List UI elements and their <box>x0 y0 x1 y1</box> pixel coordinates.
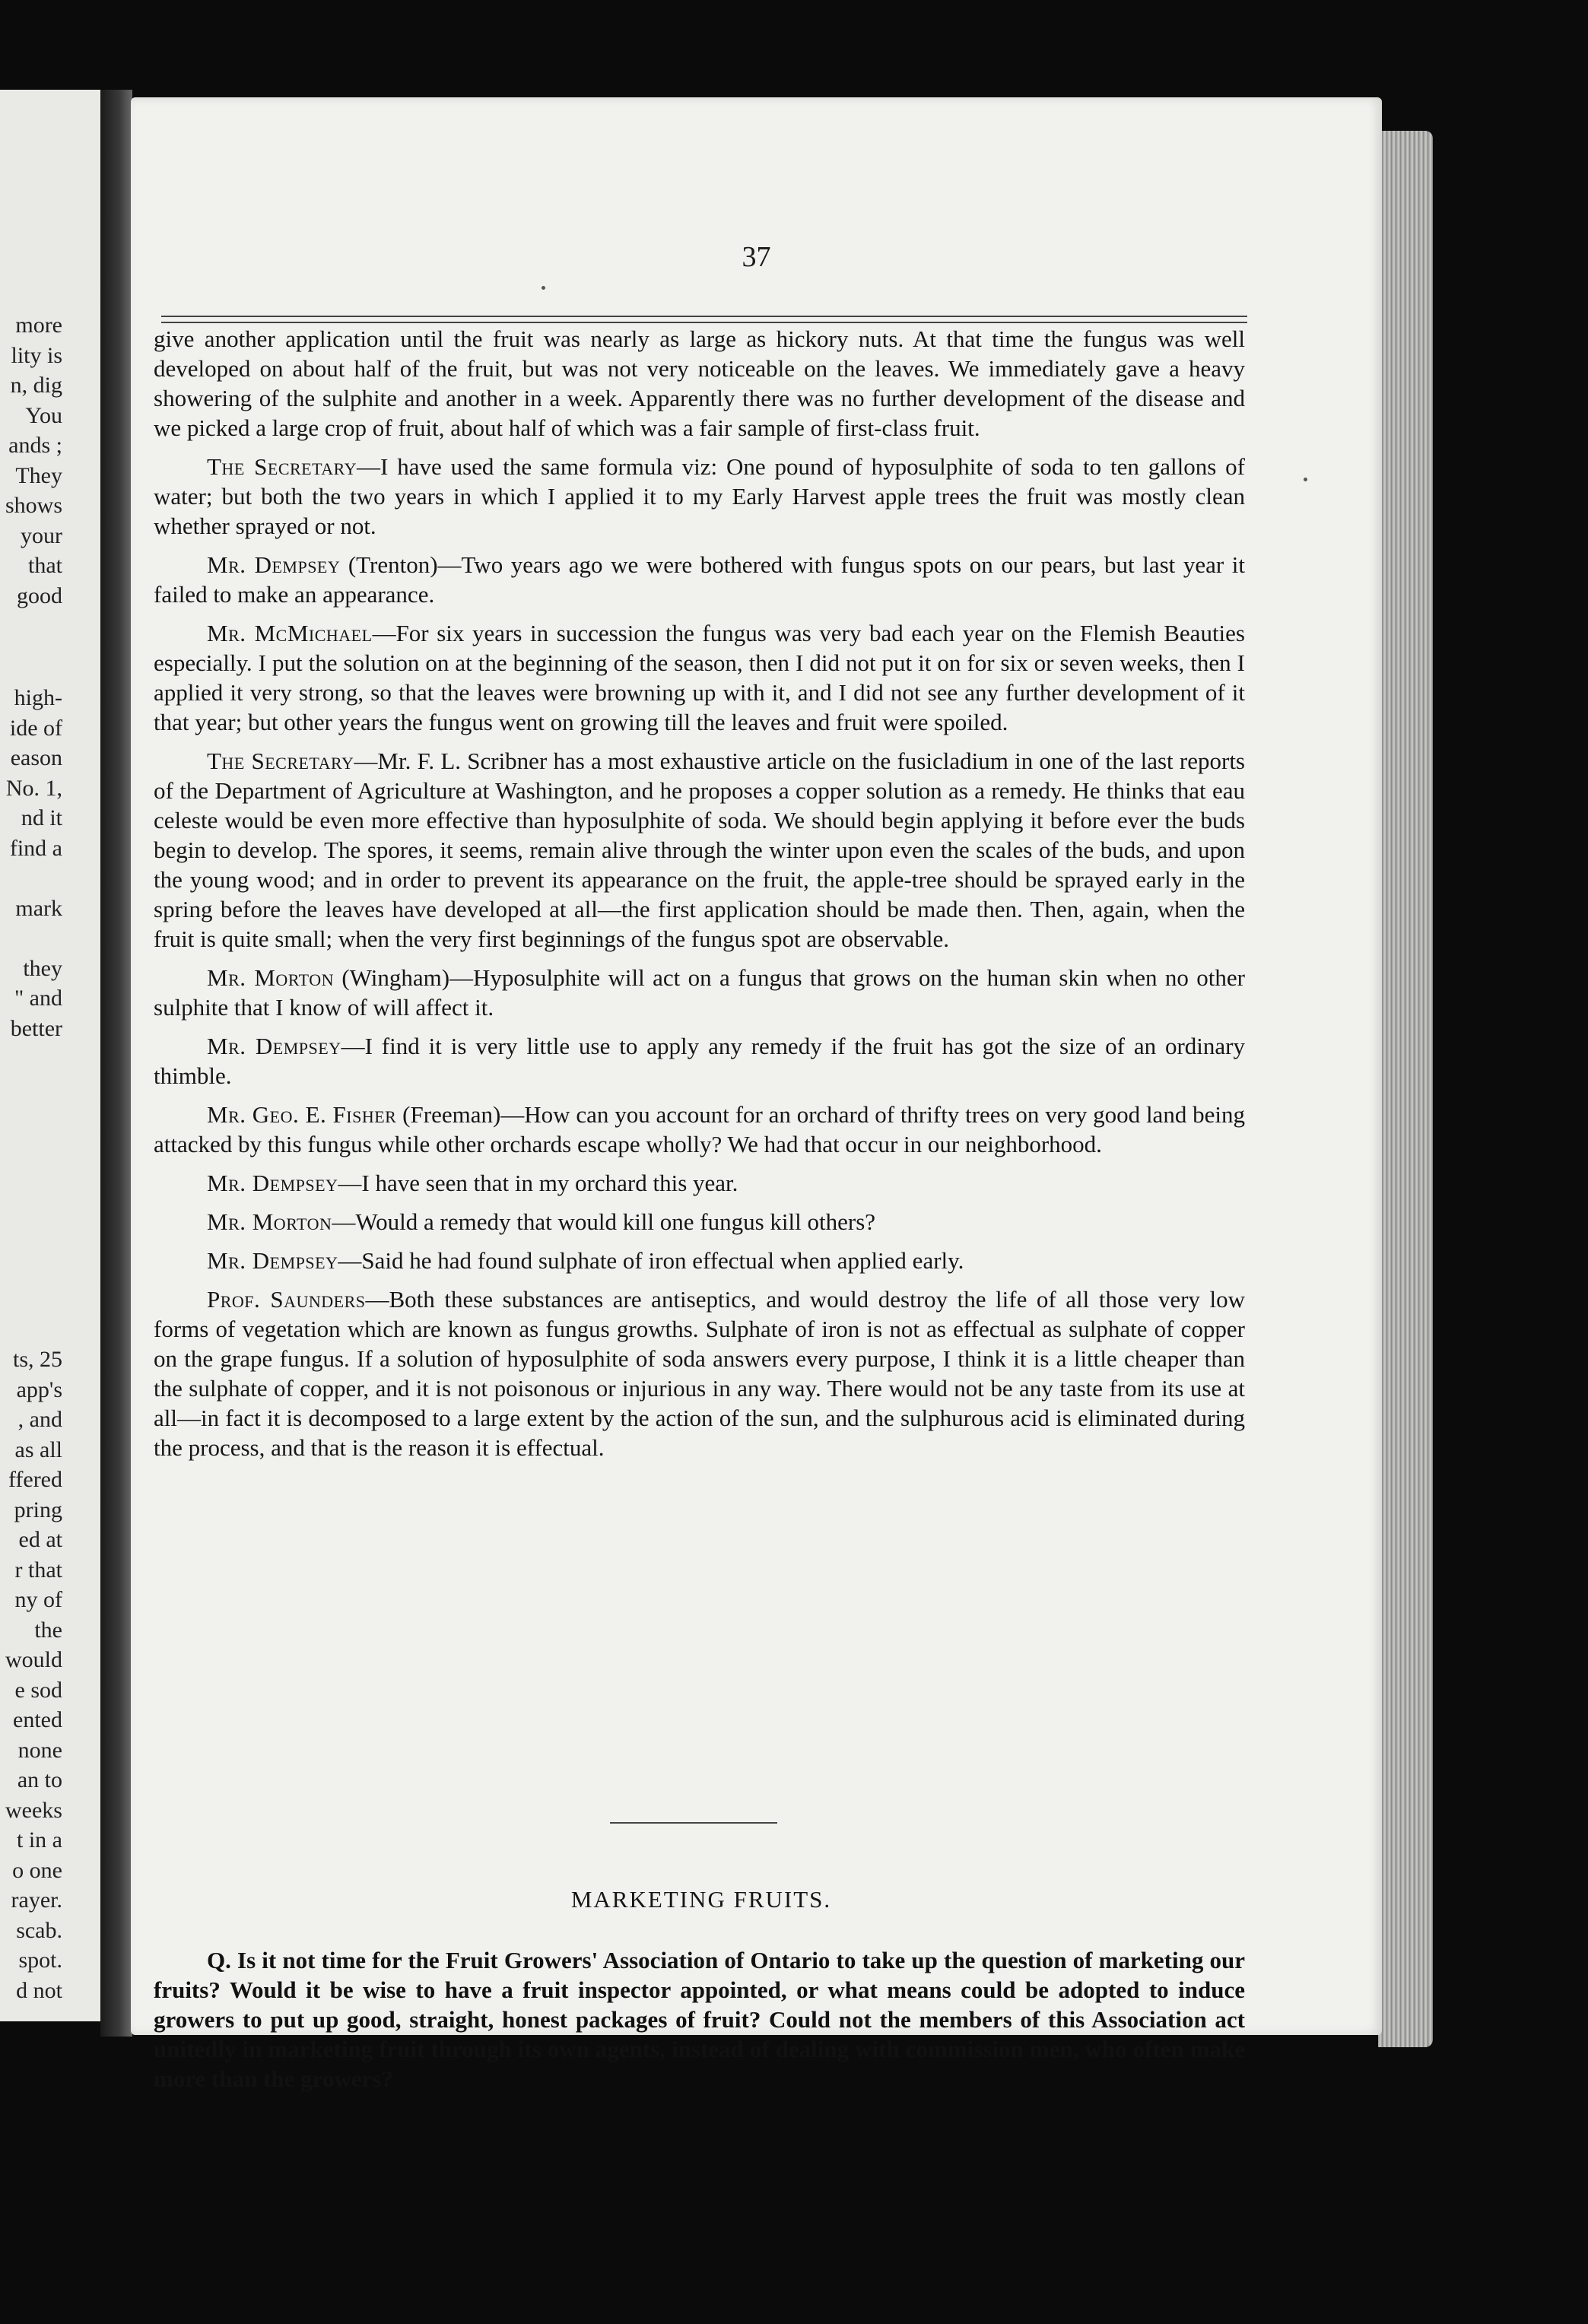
facing-page-line: good <box>17 583 62 608</box>
facing-page-line: " and <box>14 986 62 1011</box>
facing-page-line: e sod <box>14 1677 62 1703</box>
body-paragraph <box>154 1031 1245 1091</box>
facing-page-text-top <box>0 310 62 611</box>
facing-page-line: mark <box>15 895 62 921</box>
paragraph-text: —I have seen that in my orchard this year. <box>338 1170 738 1196</box>
facing-page-line: find a <box>9 835 62 861</box>
facing-page-line: ny of <box>14 1587 62 1612</box>
paragraph-text: —Said he had found sulphate of iron effectual when applied early. <box>338 1247 964 1274</box>
facing-page-line: ide of <box>9 715 62 741</box>
book-gutter <box>100 90 132 2037</box>
facing-page-line: pring <box>14 1497 62 1522</box>
facing-page-line: ffered <box>8 1467 62 1492</box>
paragraph-text: —Mr. F. L. Scribner has a most exhaustive article on the fusicladium in one of the last reports of the Department of Agriculture at Washington, and he proposes a copper solution as a remedy. He thinks that eau celeste would be even more effective than hyposulphite of soda. We should begin applying it before ever the buds begin to develop. The spores, it seems, remain alive through the winter upon even the scales of the buds, and upon the young wood; and in order to prevent its appearance on the fruit, the apple-tree should be sprayed early in the spring before the leaves have developed at all—the first application should be made then. Then, again, when the fruit is quite small; when the very first beginnings of the fungus spot are observable. <box>154 748 1245 952</box>
facing-page-line: weeks <box>5 1797 62 1823</box>
facing-page-text-middle <box>0 683 62 1043</box>
speaker-name: Prof. Saunders <box>207 1286 366 1313</box>
facing-page-line: d not <box>16 1977 62 2003</box>
body-paragraph <box>154 746 1245 954</box>
section-divider <box>610 1822 777 1824</box>
body-paragraph <box>154 618 1245 737</box>
speaker-name: Mr. Dempsey <box>207 1170 338 1196</box>
paragraph-text: —For six years in succession the fungus was very bad each year on the Flemish Beauties especially. I put the solution on at the beginning of the season, then I did not put it on for six or seven weeks, then I applied it very strong, so that the leaves were browning up with it, and I did not see any further development of it that year; but other years the fungus went on growing till the leaves and fruit were spoiled. <box>154 620 1245 735</box>
page-number: 37 <box>742 241 771 273</box>
speaker-name: Mr. Dempsey <box>207 1033 341 1059</box>
facing-page-line: You <box>25 402 62 428</box>
body-paragraph <box>154 550 1245 609</box>
body-text <box>154 324 1245 1472</box>
book-page <box>131 97 1382 2092</box>
speaker-name: The Secretary <box>207 453 357 480</box>
section-heading: MARKETING FRUITS. <box>570 1886 832 1913</box>
facing-page-line: as all <box>14 1437 62 1462</box>
facing-page-line <box>0 863 62 894</box>
body-paragraph <box>154 324 1245 443</box>
facing-page-text-bottom <box>0 1345 62 2005</box>
facing-page-line: they <box>23 955 62 981</box>
facing-page-line: No. 1, <box>5 775 62 801</box>
facing-page-line: app's <box>16 1376 62 1402</box>
paragraph-text: —Would a remedy that would kill one fungus kill others? <box>332 1208 876 1235</box>
question-paragraph: Q. Is it not time for the Fruit Growers' Association of Ontario to take up the question of marketing our fruits? Would it be wise to have a fruit inspector appointed, or what means could be adopted to induce growers to put up good, straight, honest packages of fruit? Could not the members of this Association act unitedly in marketing fruit through its own agents, instead of dealing with commission men, who often make more than the growers? <box>154 1947 1245 2092</box>
facing-page-line: spot. <box>18 1948 62 1973</box>
facing-page-line: nd it <box>21 805 62 830</box>
facing-page-fragment <box>0 90 100 2021</box>
facing-page-line: scab. <box>16 1917 62 1943</box>
facing-page-line: ands ; <box>8 433 62 458</box>
paragraph-text: —Both these substances are antiseptics, and would destroy the life of all those very low forms of vegetation which are known as fungus growths. Sulphate of iron is not as effectual as sulphate of copper on the grape fungus. If a solution of hyposulphite of soda answers every purpose, I think it is a little cheaper than the sulphate of copper, and it is not poisonous or injurious in any way. There would not be any taste from its use at all—in fact it is decomposed to a large extent by the action of the sun, and the sulphurous acid is eliminated during the process, and that is the reason it is effectual. <box>154 1286 1245 1461</box>
facing-page-line: high- <box>14 685 62 710</box>
page-edges <box>1378 131 1433 2047</box>
body-paragraph <box>154 1284 1245 1462</box>
facing-page-line: rayer. <box>11 1887 62 1913</box>
header-rule <box>161 316 1247 323</box>
facing-page-line: They <box>15 462 62 488</box>
speaker-name: Mr. Morton <box>207 964 334 991</box>
facing-page-line: lity is <box>11 342 62 368</box>
body-paragraph <box>154 963 1245 1022</box>
speaker-name: Mr. Geo. E. Fisher <box>207 1101 397 1128</box>
facing-page-line: ed at <box>18 1527 62 1552</box>
facing-page-line: shows <box>5 493 62 518</box>
facing-page-line: r that <box>14 1557 62 1583</box>
paragraph-text: (Trenton)—Two years ago we were bothered with fungus spots on our pears, but last year it failed to make an appearance. <box>154 551 1245 608</box>
speaker-name: Mr. Dempsey <box>207 1247 338 1274</box>
body-paragraph <box>154 1246 1245 1275</box>
paragraph-text: (Freeman)—How can you account for an orchard of thrifty trees on very good land being attacked by this fungus while other orchards escape wholly? We had that occur in our neighborhood. <box>154 1101 1245 1157</box>
body-paragraph <box>154 452 1245 541</box>
facing-page-line: more <box>15 313 62 338</box>
speaker-name: Mr. Morton <box>207 1208 332 1235</box>
facing-page-line: none <box>17 1737 62 1763</box>
facing-page-line: better <box>10 1015 62 1041</box>
facing-page-line: eason <box>10 745 62 770</box>
speaker-name: Mr. McMichael <box>207 620 373 646</box>
facing-page-line <box>0 923 62 954</box>
facing-page-line: your <box>21 522 62 548</box>
facing-page-line: the <box>34 1617 62 1643</box>
facing-page-line: n, dig <box>10 373 62 398</box>
facing-page-line: would <box>5 1647 62 1672</box>
facing-page-line: ented <box>13 1707 62 1732</box>
paragraph-text: —I find it is very little use to apply any remedy if the fruit has got the size of an ordinary thimble. <box>154 1033 1246 1089</box>
facing-page-line: that <box>28 553 62 578</box>
speaker-name: The Secretary <box>207 748 354 774</box>
facing-page-line: o one <box>12 1857 62 1883</box>
paragraph-text: (Wingham)—Hyposulphite will act on a fungus that grows on the human skin when no other sulphite that I know of will affect it. <box>154 964 1245 1021</box>
speaker-name: Mr. Dempsey <box>207 551 341 578</box>
body-paragraph <box>154 1100 1245 1159</box>
facing-page-line: t in a <box>17 1827 62 1853</box>
print-speck <box>1304 478 1307 481</box>
body-paragraph <box>154 1207 1245 1237</box>
facing-page-line: an to <box>17 1767 62 1792</box>
print-speck <box>542 286 545 290</box>
paragraph-text: —I have used the same formula viz: One pound of hyposulphite of soda to ten gallons of water; but both the two years in which I applied it to my Early Harvest apple trees the fruit was mostly clean whether sprayed or not. <box>154 453 1245 539</box>
paragraph-text: give another application until the fruit was nearly as large as hickory nuts. At that time the fungus was well developed on about half of the fruit, but was not very noticeable on the leaves. We immediately gave a heavy showering of the sulphite and another in a week. Apparently there was no further development of the disease and we picked a large crop of fruit, about half of which was a fair sample of first-class fruit. <box>154 325 1245 441</box>
facing-page-line: , and <box>17 1407 62 1432</box>
facing-page-line: ts, 25 <box>12 1347 62 1372</box>
body-paragraph <box>154 1168 1245 1198</box>
